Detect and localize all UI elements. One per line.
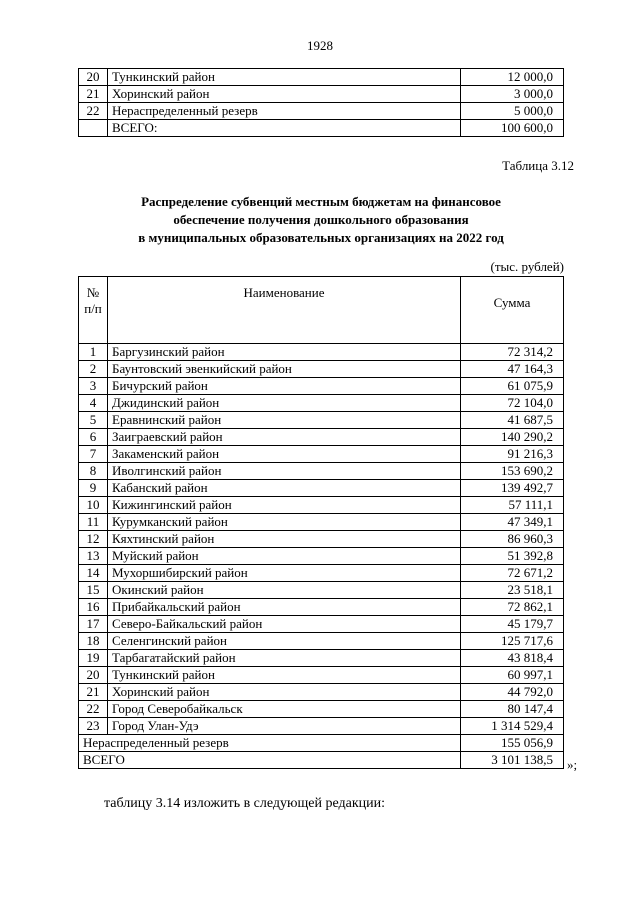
row-sum: 60 997,1 <box>461 667 564 684</box>
table-row <box>79 120 564 137</box>
table-row <box>79 86 564 103</box>
row-name: Нераспределенный резерв <box>108 103 461 120</box>
row-sum: 140 290,2 <box>461 429 564 446</box>
row-number: 14 <box>79 565 108 582</box>
row-sum: 72 671,2 <box>461 565 564 582</box>
row-name: Северо-Байкальский район <box>108 616 461 633</box>
row-name: Еравнинский район <box>108 412 461 429</box>
row-number <box>79 120 108 137</box>
table-header-row <box>79 277 564 344</box>
row-name: Баунтовский эвенкийский район <box>108 361 461 378</box>
row-name: Тункинский район <box>108 69 461 86</box>
row-sum: 91 216,3 <box>461 446 564 463</box>
header-name: Наименование <box>108 277 461 344</box>
row-number: 7 <box>79 446 108 463</box>
row-name: Кабанский район <box>108 480 461 497</box>
row-number: 2 <box>79 361 108 378</box>
table-row <box>79 446 564 463</box>
row-number: 8 <box>79 463 108 480</box>
table-row <box>79 684 564 701</box>
row-name: Хоринский район <box>108 684 461 701</box>
row-name: ВСЕГО: <box>108 120 461 137</box>
row-name: Окинский район <box>108 582 461 599</box>
row-number: 21 <box>79 684 108 701</box>
row-sum: 23 518,1 <box>461 582 564 599</box>
table-row <box>79 378 564 395</box>
table-row <box>79 395 564 412</box>
table-row <box>79 633 564 650</box>
closing-quote: »; <box>567 757 578 772</box>
table-subventions <box>78 276 564 769</box>
total-row <box>79 752 564 769</box>
table-row <box>79 701 564 718</box>
table-row <box>79 344 564 361</box>
title-line: обеспечение получения дошкольного образования <box>173 212 469 227</box>
row-sum: 12 000,0 <box>461 69 564 86</box>
table-title <box>78 193 564 247</box>
row-number: 18 <box>79 633 108 650</box>
row-number: 4 <box>79 395 108 412</box>
row-sum: 80 147,4 <box>461 701 564 718</box>
table-row <box>79 69 564 86</box>
row-name: Баргузинский район <box>108 344 461 361</box>
row-sum: 72 862,1 <box>461 599 564 616</box>
row-sum: 47 164,3 <box>461 361 564 378</box>
table-row <box>79 667 564 684</box>
row-sum: 43 818,4 <box>461 650 564 667</box>
row-name: Закаменский район <box>108 446 461 463</box>
row-number: 19 <box>79 650 108 667</box>
table-row <box>79 412 564 429</box>
row-number: 5 <box>79 412 108 429</box>
row-number: 22 <box>79 701 108 718</box>
table-row <box>79 582 564 599</box>
row-name: Тункинский район <box>108 667 461 684</box>
row-number: 17 <box>79 616 108 633</box>
row-name: Город Улан-Удэ <box>108 718 461 735</box>
row-name: Курумканский район <box>108 514 461 531</box>
row-number: 1 <box>79 344 108 361</box>
row-sum: 44 792,0 <box>461 684 564 701</box>
row-sum: 153 690,2 <box>461 463 564 480</box>
row-sum: 125 717,6 <box>461 633 564 650</box>
row-name: Тарбагатайский район <box>108 650 461 667</box>
table-row <box>79 531 564 548</box>
row-sum: 61 075,9 <box>461 378 564 395</box>
row-sum: 86 960,3 <box>461 531 564 548</box>
reserve-row-name: Нераспределенный резерв <box>79 735 461 752</box>
row-number: 10 <box>79 497 108 514</box>
table-top-continuation <box>78 68 564 137</box>
row-name: Кижингинский район <box>108 497 461 514</box>
row-name: Селенгинский район <box>108 633 461 650</box>
table-row <box>79 718 564 735</box>
row-number: 21 <box>79 86 108 103</box>
row-name: Кяхтинский район <box>108 531 461 548</box>
row-name: Город Северобайкальск <box>108 701 461 718</box>
row-number: 20 <box>79 69 108 86</box>
table-row <box>79 497 564 514</box>
header-num-line: п/п <box>84 301 102 316</box>
row-sum: 5 000,0 <box>461 103 564 120</box>
row-sum: 47 349,1 <box>461 514 564 531</box>
row-sum: 72 314,2 <box>461 344 564 361</box>
table-row <box>79 463 564 480</box>
row-name: Муйский район <box>108 548 461 565</box>
total-row-sum: 3 101 138,5 <box>461 752 564 769</box>
unit-note: (тыс. рублей) <box>490 259 564 274</box>
row-number: 20 <box>79 667 108 684</box>
row-name: Прибайкальский район <box>108 599 461 616</box>
table-row <box>79 103 564 120</box>
row-number: 9 <box>79 480 108 497</box>
total-row-name: ВСЕГО <box>79 752 461 769</box>
header-sum: Сумма <box>461 277 564 344</box>
table-row <box>79 361 564 378</box>
row-name: Иволгинский район <box>108 463 461 480</box>
row-name: Бичурский район <box>108 378 461 395</box>
row-number: 11 <box>79 514 108 531</box>
table-label: Таблица 3.12 <box>502 158 574 173</box>
instruction-text: таблицу 3.14 изложить в следующей редакции: <box>104 796 386 811</box>
header-num <box>79 277 108 344</box>
reserve-row <box>79 735 564 752</box>
reserve-row-sum: 155 056,9 <box>461 735 564 752</box>
table-row <box>79 480 564 497</box>
row-number: 15 <box>79 582 108 599</box>
row-number: 3 <box>79 378 108 395</box>
row-name: Мухоршибирский район <box>108 565 461 582</box>
page-number: 1928 <box>307 38 333 53</box>
row-sum: 45 179,7 <box>461 616 564 633</box>
table-row <box>79 565 564 582</box>
row-number: 16 <box>79 599 108 616</box>
table-row <box>79 429 564 446</box>
table-row <box>79 514 564 531</box>
row-sum: 100 600,0 <box>461 120 564 137</box>
table-row <box>79 599 564 616</box>
row-sum: 72 104,0 <box>461 395 564 412</box>
row-name: Хоринский район <box>108 86 461 103</box>
row-sum: 3 000,0 <box>461 86 564 103</box>
row-sum: 57 111,1 <box>461 497 564 514</box>
row-number: 23 <box>79 718 108 735</box>
title-line: Распределение субвенций местным бюджетам на финансовое <box>141 194 501 209</box>
table-row <box>79 650 564 667</box>
row-number: 6 <box>79 429 108 446</box>
header-num-line: № <box>86 285 100 300</box>
row-number: 12 <box>79 531 108 548</box>
table-row <box>79 548 564 565</box>
row-sum: 139 492,7 <box>461 480 564 497</box>
row-number: 22 <box>79 103 108 120</box>
row-sum: 41 687,5 <box>461 412 564 429</box>
row-name: Джидинский район <box>108 395 461 412</box>
row-name: Заиграевский район <box>108 429 461 446</box>
row-sum: 51 392,8 <box>461 548 564 565</box>
row-sum: 1 314 529,4 <box>461 718 564 735</box>
table-row <box>79 616 564 633</box>
title-line: в муниципальных образовательных организациях на 2022 год <box>138 230 504 245</box>
row-number: 13 <box>79 548 108 565</box>
